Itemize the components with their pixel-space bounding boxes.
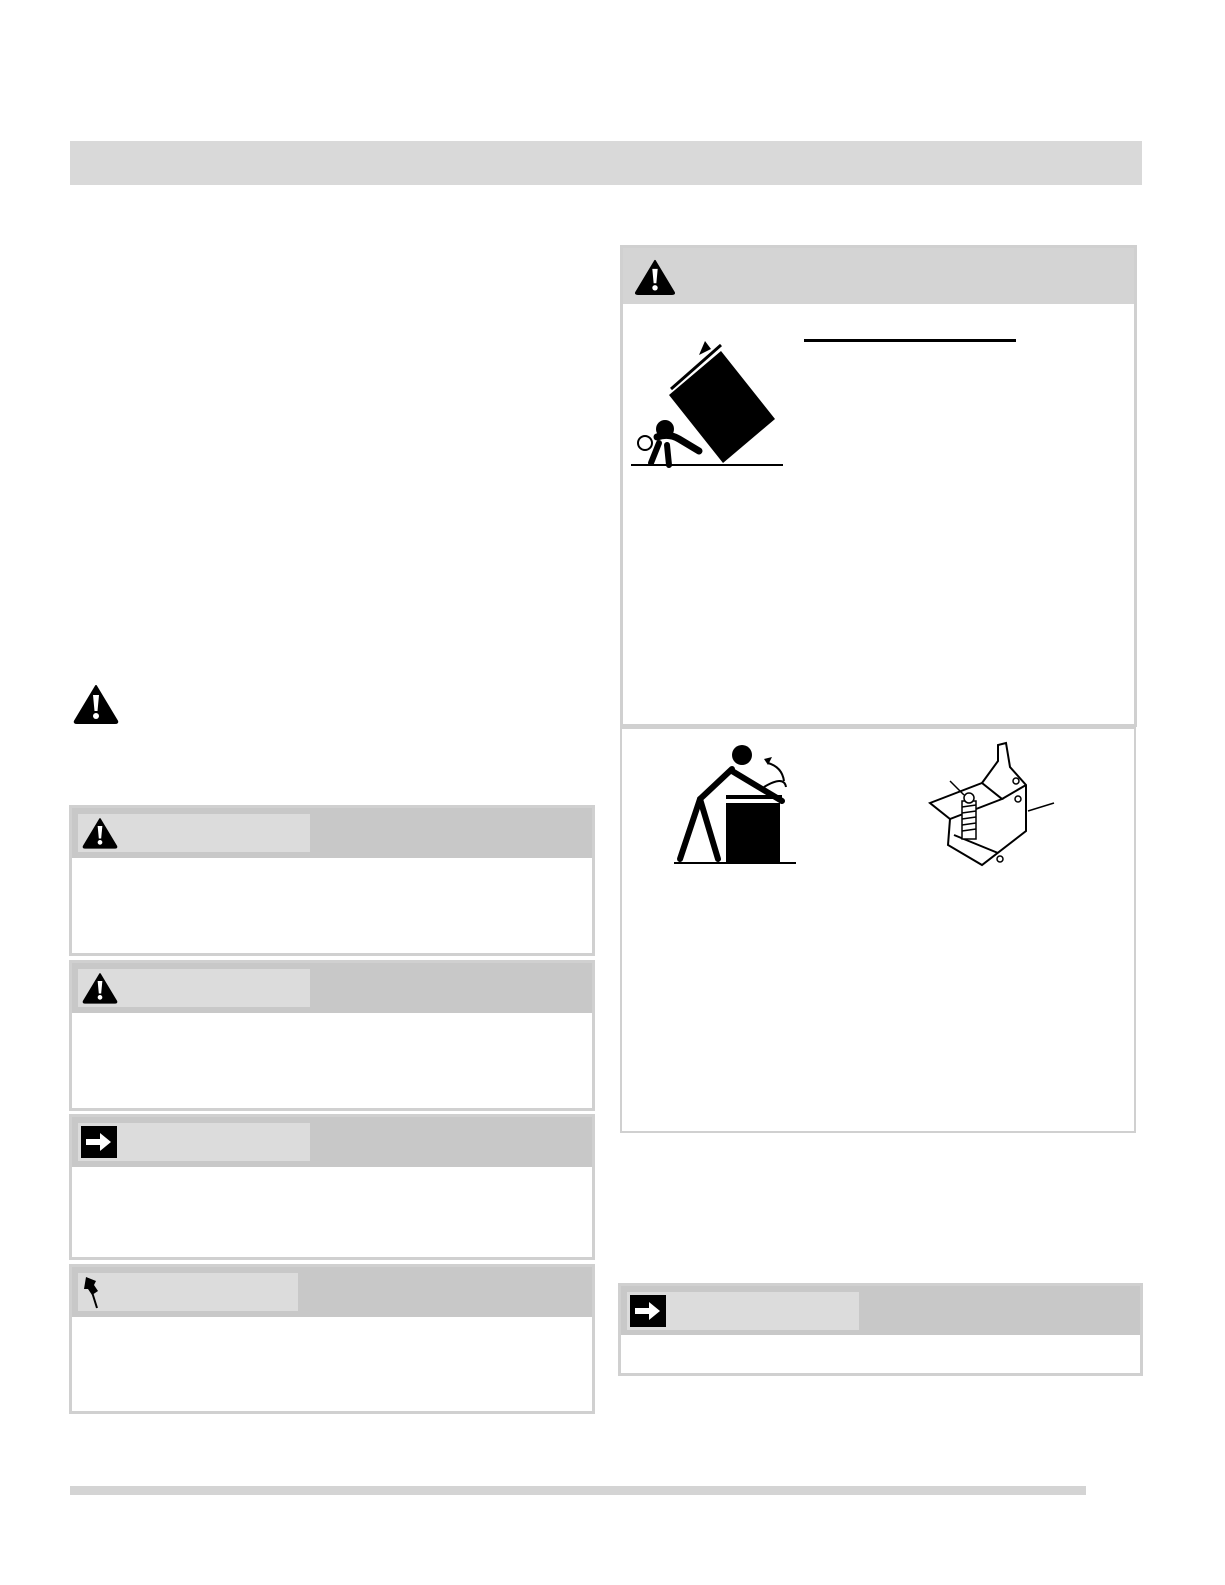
- anti-tip-bracket-illustration: [902, 741, 1082, 876]
- anti-tip-bracket-box: [620, 727, 1136, 1133]
- warning-triangle-icon: [82, 971, 118, 1010]
- warning-label-area: [78, 814, 310, 852]
- arrow-right-icon: [630, 1295, 666, 1327]
- pushpin-icon: [80, 1275, 110, 1316]
- person-tilting-range-illustration: [672, 741, 802, 874]
- important-box-right: [618, 1283, 1143, 1376]
- important-box: [69, 1114, 595, 1260]
- important-box-header: [621, 1286, 1140, 1335]
- arrow-right-icon: [81, 1126, 117, 1158]
- warning-triangle-icon: [631, 259, 679, 300]
- warning-box-1: [69, 805, 595, 956]
- heading-rule: [804, 339, 1016, 342]
- warning-box-2: [69, 960, 595, 1111]
- tip-over-warning-box: [620, 245, 1137, 727]
- warning-box-header: [72, 963, 592, 1013]
- note-box-header: [72, 1267, 592, 1317]
- important-label-area: [627, 1292, 859, 1330]
- warning-label-area: [78, 969, 310, 1007]
- note-box: [69, 1264, 595, 1414]
- tipping-range-child-illustration: [629, 333, 789, 478]
- important-label-area: [78, 1123, 310, 1161]
- note-label-area: [78, 1273, 298, 1311]
- footer-rule: [70, 1486, 1086, 1495]
- warning-box-header: [72, 808, 592, 858]
- section-title-bar: [70, 141, 1142, 185]
- warning-triangle-icon: [73, 684, 119, 724]
- warning-triangle-icon: [82, 816, 118, 855]
- important-box-header: [72, 1117, 592, 1167]
- tip-over-warning-header: [623, 248, 1134, 304]
